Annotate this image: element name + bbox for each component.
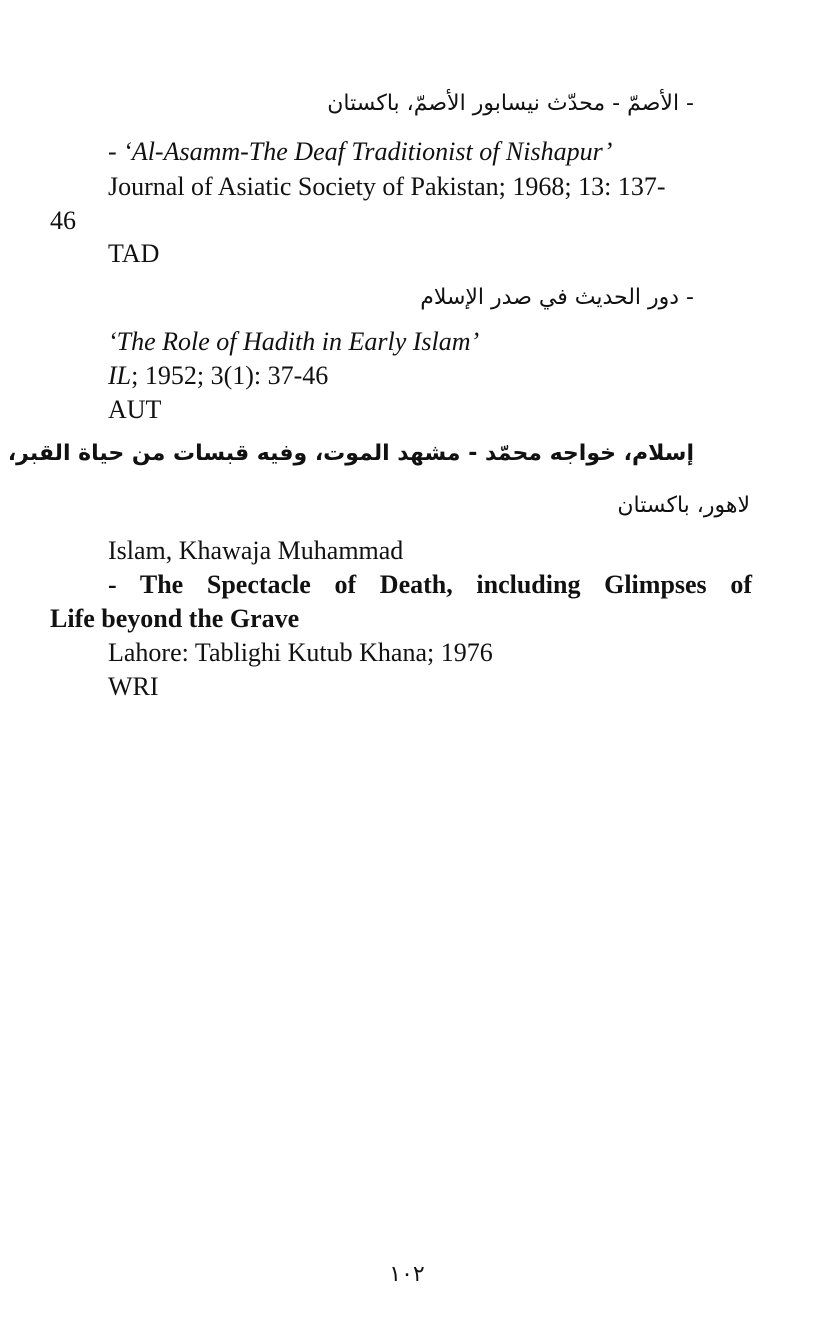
entry3-arabic-place: لاهور، باكستان [617, 493, 750, 518]
entry2-citation [108, 360, 328, 392]
entry1-citation: Journal of Asiatic Society of Pakistan; 1968; 13: 137- [108, 172, 666, 201]
entry3-publisher: Lahore: Tablighi Kutub Khana; 1976 [108, 638, 493, 667]
entry2-arabic-title: - دور الحديث في صدر الإسلام [420, 285, 694, 310]
entry1-english-title: - ‘Al-Asamm-The Deaf Traditionist of Nishapur’ [108, 137, 613, 166]
entry2-citation-details: ; 1952; 3(1): 37-46 [131, 361, 329, 390]
entry3-title-line1: - The Spectacle of Death, including Glimpses of [108, 570, 752, 599]
entry2-journal-abbrev: IL [108, 361, 132, 390]
page-number: ١٠٢ [389, 1262, 425, 1287]
entry2-english-title: ‘The Role of Hadith in Early Islam’ [108, 327, 480, 356]
entry3-title-line2: Life beyond the Grave [50, 604, 300, 633]
entry1-citation-continued: 46 [50, 206, 76, 235]
entry1-code: TAD [108, 239, 160, 268]
entry2-code: AUT [108, 395, 162, 424]
entry3-arabic-title: إسلام، خواجه محمّد - مشهد الموت، وفيه قبسات من حياة القبر، [7, 441, 694, 466]
entry3-code: WRI [108, 672, 159, 701]
entry3-author-name: Islam, Khawaja Muhammad [108, 536, 404, 565]
entry1-arabic-title: - الأصمّ - محدّث نيسابور الأصمّ، باكستان [327, 91, 694, 116]
